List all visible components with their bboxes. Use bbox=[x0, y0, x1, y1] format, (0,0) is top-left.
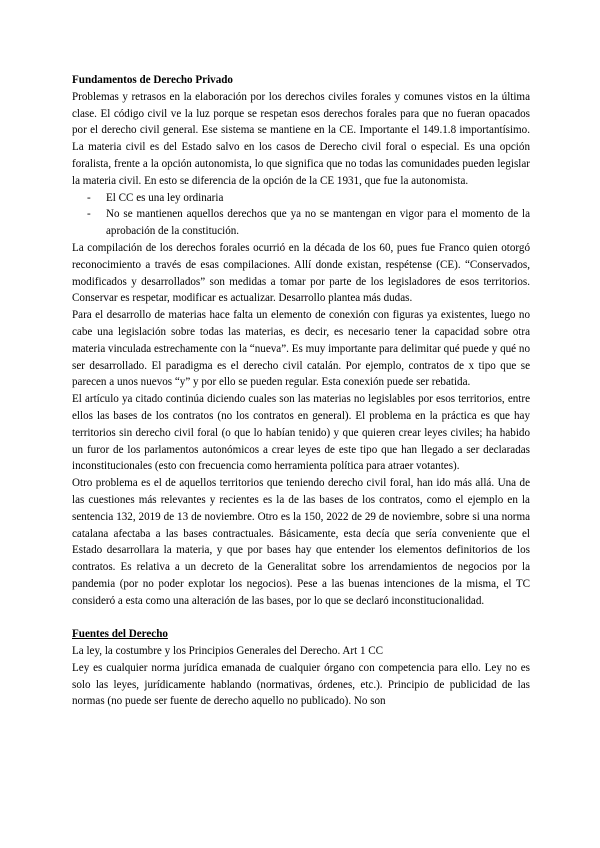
paragraph: Problemas y retrasos en la elaboración por los derechos civiles forales y comunes vistos en la última clase. El código civil ve la luz porque se respetan esos derechos forales para que no fueran opacados por el derecho civil general. Ese sistema se mantiene en la CE. Importante el 149.1.8 importantísimo. La materia civil es del Estado salvo en los casos de Derecho civil foral o especial. Es una opción foralista, frente a la opción autonomista, lo que significa que no todas las comunidades pueden legislar la materia civil. En esto se diferencia de la opción de la CE 1931, que fue la autonomista. bbox=[72, 90, 530, 187]
paragraph: Ley es cualquier norma jurídica emanada de cualquier órgano con competencia para ello. Ley no es solo las leyes, jurídicamente hablando (normativas, órdenes, etc.). Principio de publicidad de las normas (no puede ser fuente de derecho aquello no publicado). No son bbox=[72, 661, 530, 708]
section-title-fundamentos: Fundamentos de Derecho Privado bbox=[72, 74, 233, 86]
document-body bbox=[72, 72, 530, 710]
bullet-list bbox=[72, 190, 530, 240]
paragraph: Otro problema es el de aquellos territorios que teniendo derecho civil foral, han ido más allá. Una de las cuestiones más relevantes y recientes es la de las bases de los contratos, como el ejemplo en la sentencia 132, 2019 de 13 de noviembre. Otro es la 150, 2022 de 29 de noviembre, sobre si una norma catalana afectaba a las bases contractuales. Básicamente, esta decía que sería conveniente que el Estado desarrollara la materia, y que por bases hay que entender los elementos definitorios de los contratos. Es relativa a un decreto de la Generalitat sobre los arrendamientos de negocios por la pandemia (por no poder explotar los negocios). Pese a las buenas intenciones de la misma, el TC consideró a esta como una alteración de las bases, por lo que se declaró inconstitucionalidad. bbox=[72, 477, 530, 607]
paragraph: Para el desarrollo de materias hace falta un elemento de conexión con figuras ya existentes, luego no cabe una legislación sobre todas las materias, es decir, es necesario tener la capacidad sobre otra materia vinculada estrechamente con la “nueva”. Es muy importante para delimitar qué puede y qué no ser desarrollado. El paradigma es el derecho civil catalán. Por ejemplo, contratos de x tipo que se parecen a unos nuevos “y” y por ello se pueden regular. Esta conexión puede ser rebatida. bbox=[72, 309, 530, 389]
paragraph: El artículo ya citado continúa diciendo cuales son las materias no legislables por esos territorios, entre ellos las bases de los contratos (no los contratos en general). El problema en la práctica es que hay territorios sin derecho civil foral (o que lo habían tenido) y que quieren crear leyes civiles; ha habido un furor de los parlamentos autonómicos a crear leyes de este tipo que han llegado a ser declaradas inconstitucionales (esto con frecuencia como herramienta política para atraer votantes). bbox=[72, 393, 530, 473]
list-item: - El CC es una ley ordinaria bbox=[106, 190, 530, 207]
blank-line bbox=[72, 610, 530, 627]
paragraph: La compilación de los derechos forales ocurrió en la década de los 60, pues fue Franco quien otorgó reconocimiento a través de esas compilaciones. Allí donde existan, respétense (CE). “Conservados, modificados y desarrollados” son medidas a tomar por parte de los legisladores de esos territorios. Conservar es respetar, modificar es actualizar. Desarrollo plantea más dudas. bbox=[72, 241, 530, 305]
section-title-fuentes: Fuentes del Derecho bbox=[72, 628, 168, 641]
paragraph: La ley, la costumbre y los Principios Generales del Derecho. Art 1 CC bbox=[72, 645, 384, 658]
list-item: - No se mantienen aquellos derechos que ya no se mantengan en vigor para el momento de la aprobación de la constitución. bbox=[106, 206, 530, 240]
